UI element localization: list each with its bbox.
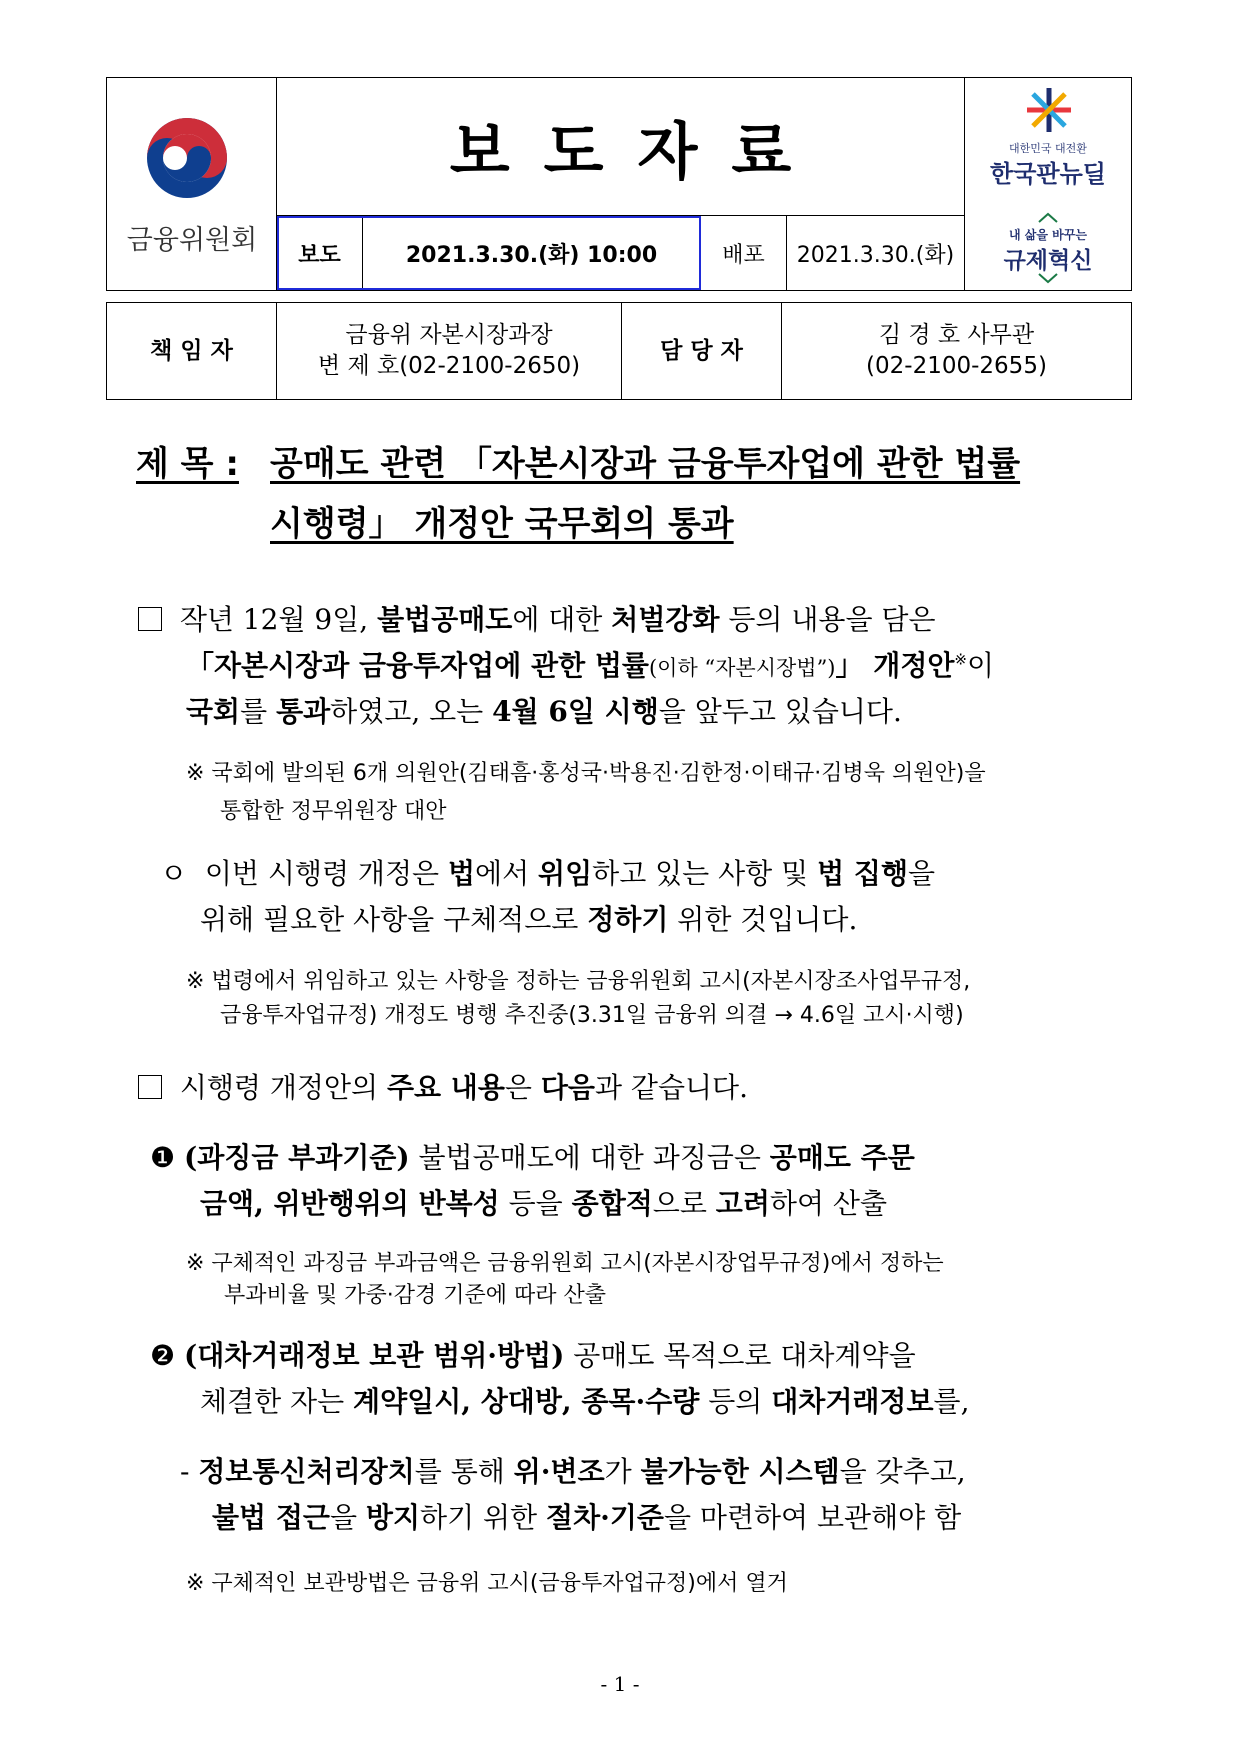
subject-prefix: 제 목 :: [136, 444, 239, 484]
dash-item-line2: 불법 접근을 방지하기 위한 절차·기준을 마련하여 보관해야 함: [212, 1501, 962, 1534]
number-2-icon: ❷: [150, 1339, 176, 1372]
paragraph-2-line1: ㅇ 이번 시행령 개정은 법에서 위임하고 있는 사항 및 법 집행을: [160, 857, 936, 890]
subject-line2: 시행령」 개정안 국무회의 통과: [270, 504, 734, 544]
paragraph-1-line1: 작년 12월 9일, 불법공매도에 대한 처벌강화 등의 내용을 담은: [138, 598, 936, 638]
paragraph-2-line2: 위해 필요한 사항을 구체적으로 정하기 위한 것입니다.: [200, 903, 858, 936]
contact-table: [106, 302, 1132, 400]
resp-info: [277, 303, 622, 399]
report-datetime: 2021.3.30.(화) 10:00: [363, 216, 701, 290]
checkbox-square-icon: [138, 607, 162, 631]
staff-label: 담 당 자: [622, 303, 782, 399]
page-title: 보도자료: [277, 78, 965, 216]
resp-label: 책 임 자: [107, 303, 277, 399]
taegeuk-emblem-icon: [143, 114, 231, 202]
resp-line1: 금융위 자본시장과장: [345, 322, 553, 348]
resp-line2: 변 제 호(02-2100-2650): [317, 353, 581, 379]
newdeal-subtitle: 대한민국 대전환: [1009, 142, 1087, 155]
item-1-line2: 금액, 위반행위의 반복성 등을 종합적으로 고려하여 산출: [200, 1187, 887, 1220]
staff-info: [782, 303, 1131, 399]
regulation-logo-text: 규제혁신: [1003, 248, 1093, 274]
subject-line1: 공매도 관련 「자본시장과 금융투자업에 관한 법률: [270, 444, 1021, 484]
org-logo-cell: [107, 78, 277, 290]
staff-line2: (02-2100-2655): [866, 353, 1047, 379]
item-2-line2: 체결한 자는 계약일시, 상대방, 종목·수량 등의 대차거래정보를,: [200, 1385, 970, 1418]
number-1-icon: ❶: [150, 1141, 176, 1174]
paragraph-1-line3: 국회를 통과하였고, 오는 4월 6일 시행을 앞두고 있습니다.: [186, 695, 902, 728]
staff-line1: 김 경 호 사무관: [878, 322, 1035, 348]
paragraph-3: 시행령 개정안의 주요 내용은 다음과 같습니다.: [138, 1066, 748, 1106]
paragraph-1-line2: 「자본시장과 금융투자업에 관한 법률(이하 “자본시장법”)」 개정안※이: [186, 649, 995, 682]
note-2-line1: ※ 법령에서 위임하고 있는 사항을 정하는 금융위원회 고시(자본시장조사업무규정,: [186, 969, 971, 994]
org-name: 금융위원회: [126, 225, 258, 256]
note-1-line1: ※ 국회에 발의된 6개 의원안(김태흠·홍성국·박용진·김한정·이태규·김병욱 의원안)을: [186, 761, 986, 786]
dist-date: 2021.3.30.(화): [787, 216, 965, 290]
note-4: ※ 구체적인 보관방법은 금융위 고시(금융투자업규정)에서 열거: [186, 1571, 788, 1596]
newdeal-logo-text: 한국판뉴딜: [990, 160, 1106, 188]
regulation-subtitle: 내 삶을 바꾸는: [1009, 228, 1087, 242]
dash-item-line1: - 정보통신처리장치를 통해 위·변조가 불가능한 시스템을 갖추고,: [180, 1455, 966, 1488]
press-header: [106, 77, 1132, 291]
newdeal-star-icon: [1023, 84, 1075, 136]
right-logos: [965, 78, 1131, 290]
item-2-line1: ❷ (대차거래정보 보관 범위·방법) 공매도 목적으로 대차계약을: [150, 1339, 916, 1372]
chevron-up-icon: [1037, 212, 1059, 224]
note-1-line2: 통합한 정무위원장 대안: [220, 799, 447, 824]
checkbox-square-icon: [138, 1075, 162, 1099]
chevron-down-icon: [1037, 272, 1059, 284]
item-1-line1: ❶ (과징금 부과기준) 불법공매도에 대한 과징금은 공매도 주문: [150, 1141, 915, 1174]
note-2-line2: 금융투자업규정) 개정도 병행 추진중(3.31일 금융위 의결 → 4.6일 고시·시행): [220, 1003, 964, 1028]
report-time-highlight: [277, 216, 701, 290]
report-label: 보도: [277, 216, 363, 290]
note-3-line2: 부과비율 및 가중·감경 기준에 따라 산출: [224, 1283, 606, 1308]
note-3-line1: ※ 구체적인 과징금 부과금액은 금융위원회 고시(자본시장업무규정)에서 정하는: [186, 1251, 944, 1276]
page-number: - 1 -: [600, 1672, 640, 1696]
dist-label: 배포: [701, 216, 787, 290]
